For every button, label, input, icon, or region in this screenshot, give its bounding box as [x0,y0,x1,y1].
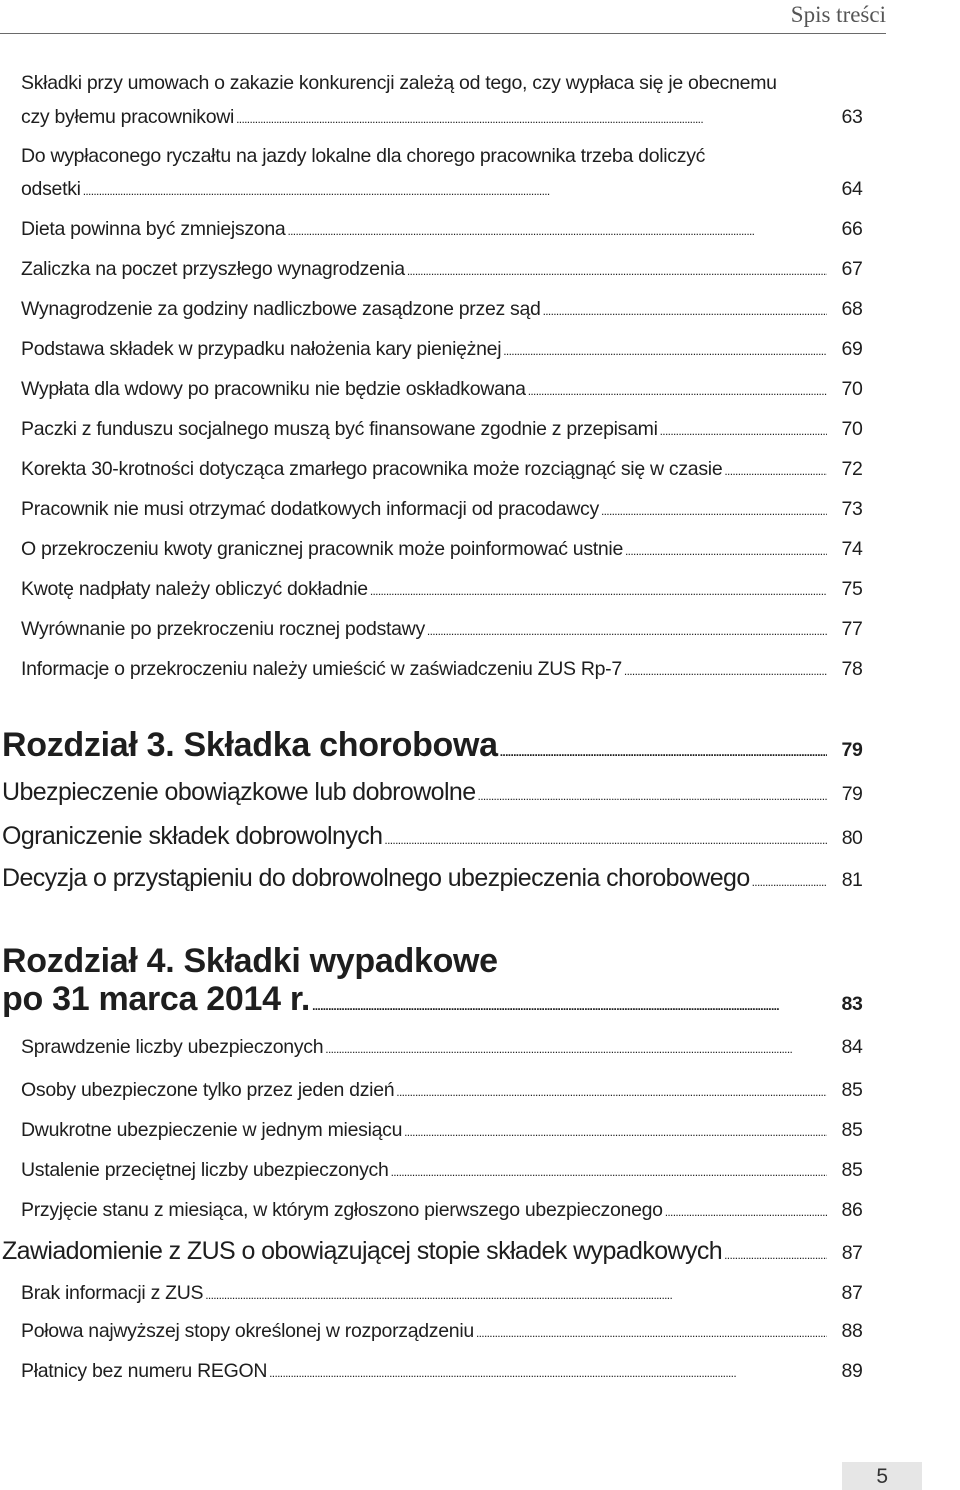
toc-entry-text: O przekroczeniu kwoty granicznej pracownik może poinformować ustnie [21,538,624,560]
toc-page-number: 85 [841,1119,863,1141]
dot-leader [601,498,827,521]
dot-leader [407,258,827,281]
toc-entry[interactable] [21,1119,871,1142]
toc-entry[interactable] [21,538,871,561]
toc-entry-text[interactable]: Składki przy umowach o zakazie konkurencji zależą od tego, czy wypłaca się je obecnemu [21,72,777,94]
toc-page-number: 79 [841,783,863,805]
chapter-title: Rozdział 3. Składka chorobowa [2,726,498,764]
chapter-title[interactable]: Rozdział 4. Składki wypadkowe [2,942,498,980]
dot-leader [287,218,827,241]
dot-leader [624,658,827,681]
dot-leader [543,298,827,321]
dot-leader [236,106,827,129]
toc-entry-text: Pracownik nie musi otrzymać dodatkowych informacji od pracodawcy [21,498,599,520]
toc-entry[interactable] [21,338,871,361]
toc-entry[interactable] [21,1282,871,1305]
header-divider [0,33,886,34]
dot-leader [528,378,827,401]
toc-entry[interactable] [21,1199,871,1222]
section-title: Decyzja o przystąpieniu do dobrowolnego ubezpieczenia chorobowego [2,864,750,892]
toc-page-number: 72 [841,458,863,480]
dot-leader [404,1119,827,1142]
toc-entry[interactable] [21,578,871,601]
dot-leader [370,578,827,601]
toc-page-number: 77 [841,618,863,640]
toc-entry-text: Połowa najwyższej stopy określonej w rozporządzeniu [21,1320,474,1342]
toc-section[interactable] [2,822,871,851]
toc-page-number: 80 [841,827,863,849]
toc-entry[interactable] [21,1159,871,1182]
toc-page-number: 87 [841,1242,863,1264]
toc-page-number: 75 [841,578,863,600]
toc-entry-text: czy byłemu pracownikowi [21,106,235,128]
toc-entry[interactable] [21,1079,871,1102]
toc-page-number: 85 [841,1079,863,1101]
toc-entry-text: Dieta powinna być zmniejszona [21,218,286,240]
toc-page-number: 87 [841,1282,863,1304]
toc-entry[interactable] [21,618,871,641]
toc-entry[interactable] [21,298,871,321]
dot-leader [269,1360,827,1383]
toc-entry-text: Dwukrotne ubezpieczenie w jednym miesiącu [21,1119,403,1141]
toc-page-number: 70 [841,418,863,440]
toc-entry[interactable] [21,378,871,401]
toc-page-number: 81 [841,869,863,891]
toc-page-number: 86 [841,1199,863,1221]
dot-leader [503,338,827,361]
toc-page-number: 78 [841,658,863,680]
running-header: Spis treści [790,2,886,27]
toc-entry[interactable] [21,1360,871,1383]
toc-page-number: 69 [841,338,863,360]
toc-entry-text: Zaliczka na poczet przyszłego wynagrodzenia [21,258,405,280]
dot-leader [478,778,827,807]
section-title: Ubezpieczenie obowiązkowe lub dobrowolne [2,778,476,806]
toc-entry-text: odsetki [21,178,81,200]
dot-leader [325,1036,827,1059]
toc-entry-text: Paczki z funduszu socjalnego muszą być finansowane zgodnie z przepisami [21,418,658,440]
toc-entry[interactable] [21,258,871,281]
toc-entry-text: Korekta 30-krotności dotycząca zmarłego pracownika może rozciągnąć się w czasie [21,458,723,480]
dot-leader [665,1199,827,1222]
toc-entry-text: Kwotę nadpłaty należy obliczyć dokładnie [21,578,368,600]
toc-entry-text: Ustalenie przeciętnej liczby ubezpieczonych [21,1159,389,1181]
toc-entry-text: Informacje o przekroczeniu należy umieścić w zaświadczeniu ZUS Rp-7 [21,658,622,680]
toc-entry[interactable] [21,658,871,681]
toc-page-number: 63 [841,106,863,128]
toc-page-number: 85 [841,1159,863,1181]
toc-page-number: 74 [841,538,863,560]
dot-leader [391,1159,827,1182]
toc-entry-text: Brak informacji z ZUS [21,1282,204,1304]
dot-leader [476,1320,827,1343]
toc-page-number: 67 [841,258,863,280]
toc-entry-text: Sprawdzenie liczby ubezpieczonych [21,1036,324,1058]
toc-entry[interactable] [21,498,871,521]
toc-page-number: 73 [841,498,863,520]
dot-leader [500,726,827,765]
toc-entry[interactable] [21,458,871,481]
toc-page-number: 64 [841,178,863,200]
toc-entry-text: Wypłata dla wdowy po pracowniku nie będzie oskładkowana [21,378,526,400]
toc-page-number: 70 [841,378,863,400]
toc-chapter[interactable] [2,980,871,1019]
dot-leader [396,1079,827,1102]
toc-section[interactable] [2,778,871,807]
toc-page-number: 84 [841,1036,863,1058]
dot-leader [427,618,827,641]
toc-page-number: 68 [841,298,863,320]
toc-entry[interactable] [21,1320,871,1343]
page-number: 5 [876,1465,888,1488]
toc-entry[interactable] [21,218,871,241]
toc-entry-text: Wynagrodzenie za godziny nadliczbowe zasądzone przez sąd [21,298,541,320]
toc-entry[interactable] [21,1036,871,1059]
dot-leader [83,178,827,201]
toc-entry-text: Podstawa składek w przypadku nałożenia kary pieniężnej [21,338,502,360]
chapter-title: po 31 marca 2014 r. [2,980,311,1018]
dot-leader [384,822,827,851]
toc-page-number: 88 [841,1320,863,1342]
toc-section[interactable] [2,1237,871,1266]
toc-entry[interactable] [21,418,871,441]
dot-leader [724,1237,827,1266]
toc-page-number: 66 [841,218,863,240]
toc-page-number: 79 [841,739,863,761]
toc-entry-text: Osoby ubezpieczone tylko przez jeden dzień [21,1079,395,1101]
section-title: Zawiadomienie z ZUS o obowiązującej stopie składek wypadkowych [2,1237,723,1265]
dot-leader [660,418,827,441]
toc-entry-text: Płatnicy bez numeru REGON [21,1360,268,1382]
dot-leader [724,458,827,481]
toc-page-number: 83 [841,993,863,1015]
toc-entry[interactable] [21,178,871,201]
dot-leader [205,1282,827,1305]
dot-leader [625,538,827,561]
toc-page-number: 89 [841,1360,863,1382]
toc-section[interactable] [2,864,871,893]
section-title: Ograniczenie składek dobrowolnych [2,822,383,850]
toc-entry-text[interactable]: Do wypłaconego ryczałtu na jazdy lokalne dla chorego pracownika trzeba doliczyć [21,145,706,167]
toc-chapter[interactable] [2,726,871,765]
dot-leader [752,864,827,893]
toc-entry-text: Przyjęcie stanu z miesiąca, w którym zgłoszono pierwszego ubezpieczonego [21,1199,663,1221]
dot-leader [312,980,827,1019]
toc-entry[interactable] [21,106,871,129]
toc-entry-text: Wyrównanie po przekroczeniu rocznej podstawy [21,618,425,640]
